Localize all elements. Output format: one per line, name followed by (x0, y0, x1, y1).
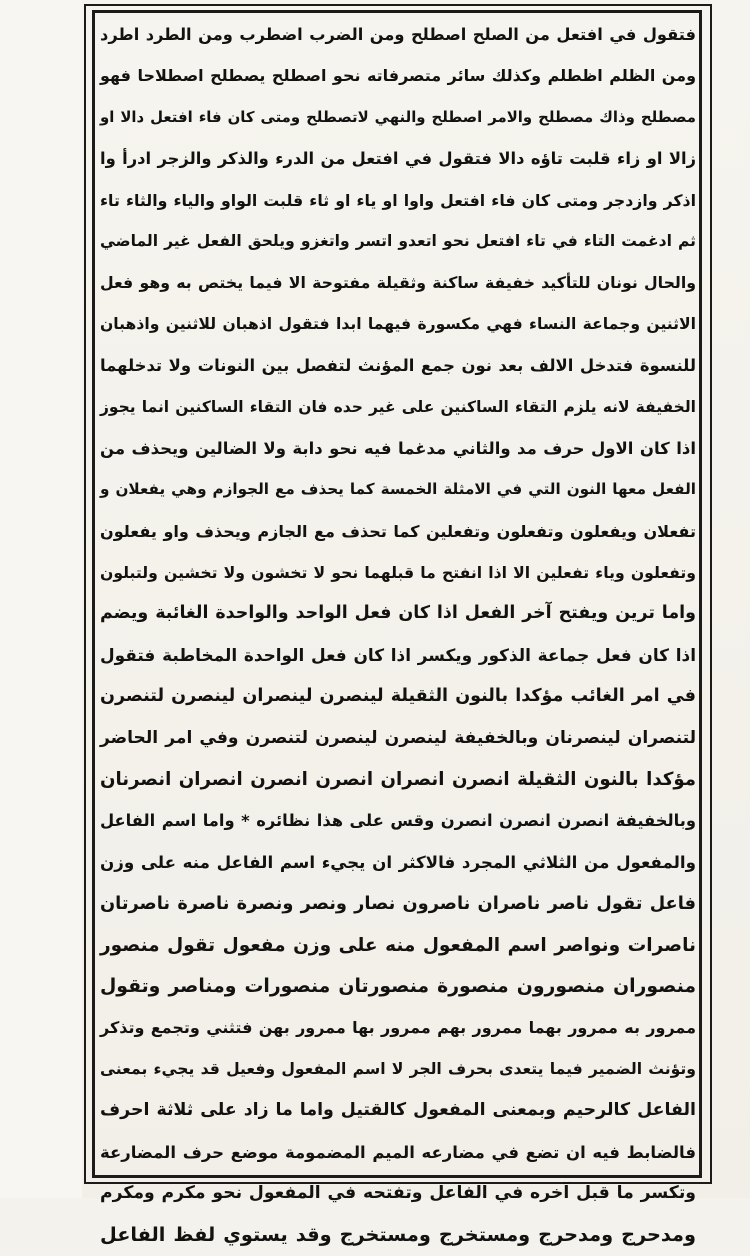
text-line: فاعل تقول ناصر ناصران ناصرون نصار ونصر ونصرة ناصرة ناصرتان (100, 893, 696, 915)
text-line: ومدحرج ومدحرج ومستخرج ومستخرج وقد يستوي لفظ الفاعل (100, 1223, 696, 1247)
text-line: ناصرات ونواصر اسم المفعول منه على وزن مفعول تقول منصور (100, 934, 696, 956)
text-line: في امر الغائب مؤكدا بالنون الثقيلة لينصرن لينصران لينصرن لتنصرن (100, 686, 696, 707)
text-line: والحال نونان للتأكيد خفيفة ساكنة وثقيلة مفتوحة الا فيما يختص به وهو فعل (100, 273, 696, 293)
text-line: اذكر وازدجر ومتى كان فاء افتعل واوا او ياء او ثاء قلبت الواو والياء والثاء تاء (100, 190, 696, 210)
text-line: ممرور به ممرور بهما ممرور بهم ممرور بها ممرور بهن فتثني وتجمع وتذكر (100, 1018, 696, 1038)
text-line: ومن الظلم اظطلم وكذلك سائر متصرفاته نحو اصطلح يصطلح اصطلاحا فهو (100, 66, 696, 86)
text-line: والمفعول من الثلاثي المجرد فالاكثر ان يجيء اسم الفاعل منه على وزن (100, 851, 696, 872)
text-line: وتؤنث الضمير فيما يتعدى بحرف الجر لا اسم المفعول وفعيل قد يجيء بمعنى (100, 1059, 696, 1078)
text-line: زالا او زاء قلبت تاؤه دالا فتقول في افتعل من الدرء والذكر والزجر ادرأ وا (100, 149, 696, 169)
text-line: مؤكدا بالنون الثقيلة انصرن انصران انصرن انصرن انصران انصرنان (100, 769, 696, 791)
text-line: فالضابط فيه ان تضع في مضارعه الميم المضمومة موضع حرف المضارعة (100, 1142, 696, 1162)
page-margin (0, 0, 82, 1198)
text-line: لتنصران لينصرنان وبالخفيفة لينصرن لينصرن لتنصرن وفي امر الحاضر (100, 727, 696, 748)
text-line: اذا كان الاول حرف مد والثاني مدغما فيه نحو دابة ولا الضالين ويحذف من (100, 438, 696, 458)
text-line: تفعلان ويفعلون وتفعلون وتفعلين كما تحذف مع الجازم ويحذف واو يفعلون (100, 521, 696, 541)
text-line: اذا كان فعل جماعة الذكور ويكسر اذا كان فعل الواحدة المخاطبة فتقول (100, 644, 696, 665)
text-line: الفاعل كالرحيم وبمعنى المفعول كالقتيل واما ما زاد على ثلاثة احرف (100, 1100, 696, 1121)
text-line: منصوران منصورون منصورة منصورتان منصورات ومناصر وتقول (100, 975, 696, 997)
text-line: الاثنين وجماعة النساء فهي مكسورة فيهما ابدا فتقول اذهبان للاثنين واذهبان (100, 314, 696, 333)
text-line: فتقول في افتعل من الصلح اصطلح ومن الضرب اضطرب ومن الطرد اطرد (100, 25, 696, 44)
text-line: وتكسر ما قبل آخره في الفاعل وتفتحه في المفعول نحو مكرم ومكرم (100, 1182, 696, 1203)
text-line: الخفيفة لانه يلزم التقاء الساكنين على غير حده فان التقاء الساكنين انما يجوز (100, 397, 696, 416)
text-line: مصطلح وذاك مصطلح والامر اصطلح والنهي لاتصطلح ومتى كان فاء افتعل دالا او (100, 107, 696, 126)
text-line: الفعل معها النون التي في الامثلة الخمسة كما يحذف مع الجوازم وهي يفعلان و (100, 480, 696, 499)
text-line: للنسوة فتدخل الالف بعد نون جمع المؤنث لتفصل بين النونات ولا تدخلهما (100, 356, 696, 376)
text-line: وبالخفيفة انصرن انصرن انصرن وقس على هذا نظائره * واما اسم الفاعل (100, 811, 696, 831)
text-line: ثم ادغمت التاء في تاء افتعل نحو اتعدو اتسر واتغزو ويلحق الفعل غير الماضي (100, 231, 696, 250)
arabic-text-block (100, 14, 696, 1247)
text-line: واما ترين ويفتح آخر الفعل اذا كان فعل الواحد والواحدة الغائبة ويضم (100, 603, 696, 624)
text-line: وتفعلون وياء تفعلين الا اذا انفتح ما قبلهما نحو لا تخشون ولا تخشين ولتبلون (100, 563, 696, 583)
